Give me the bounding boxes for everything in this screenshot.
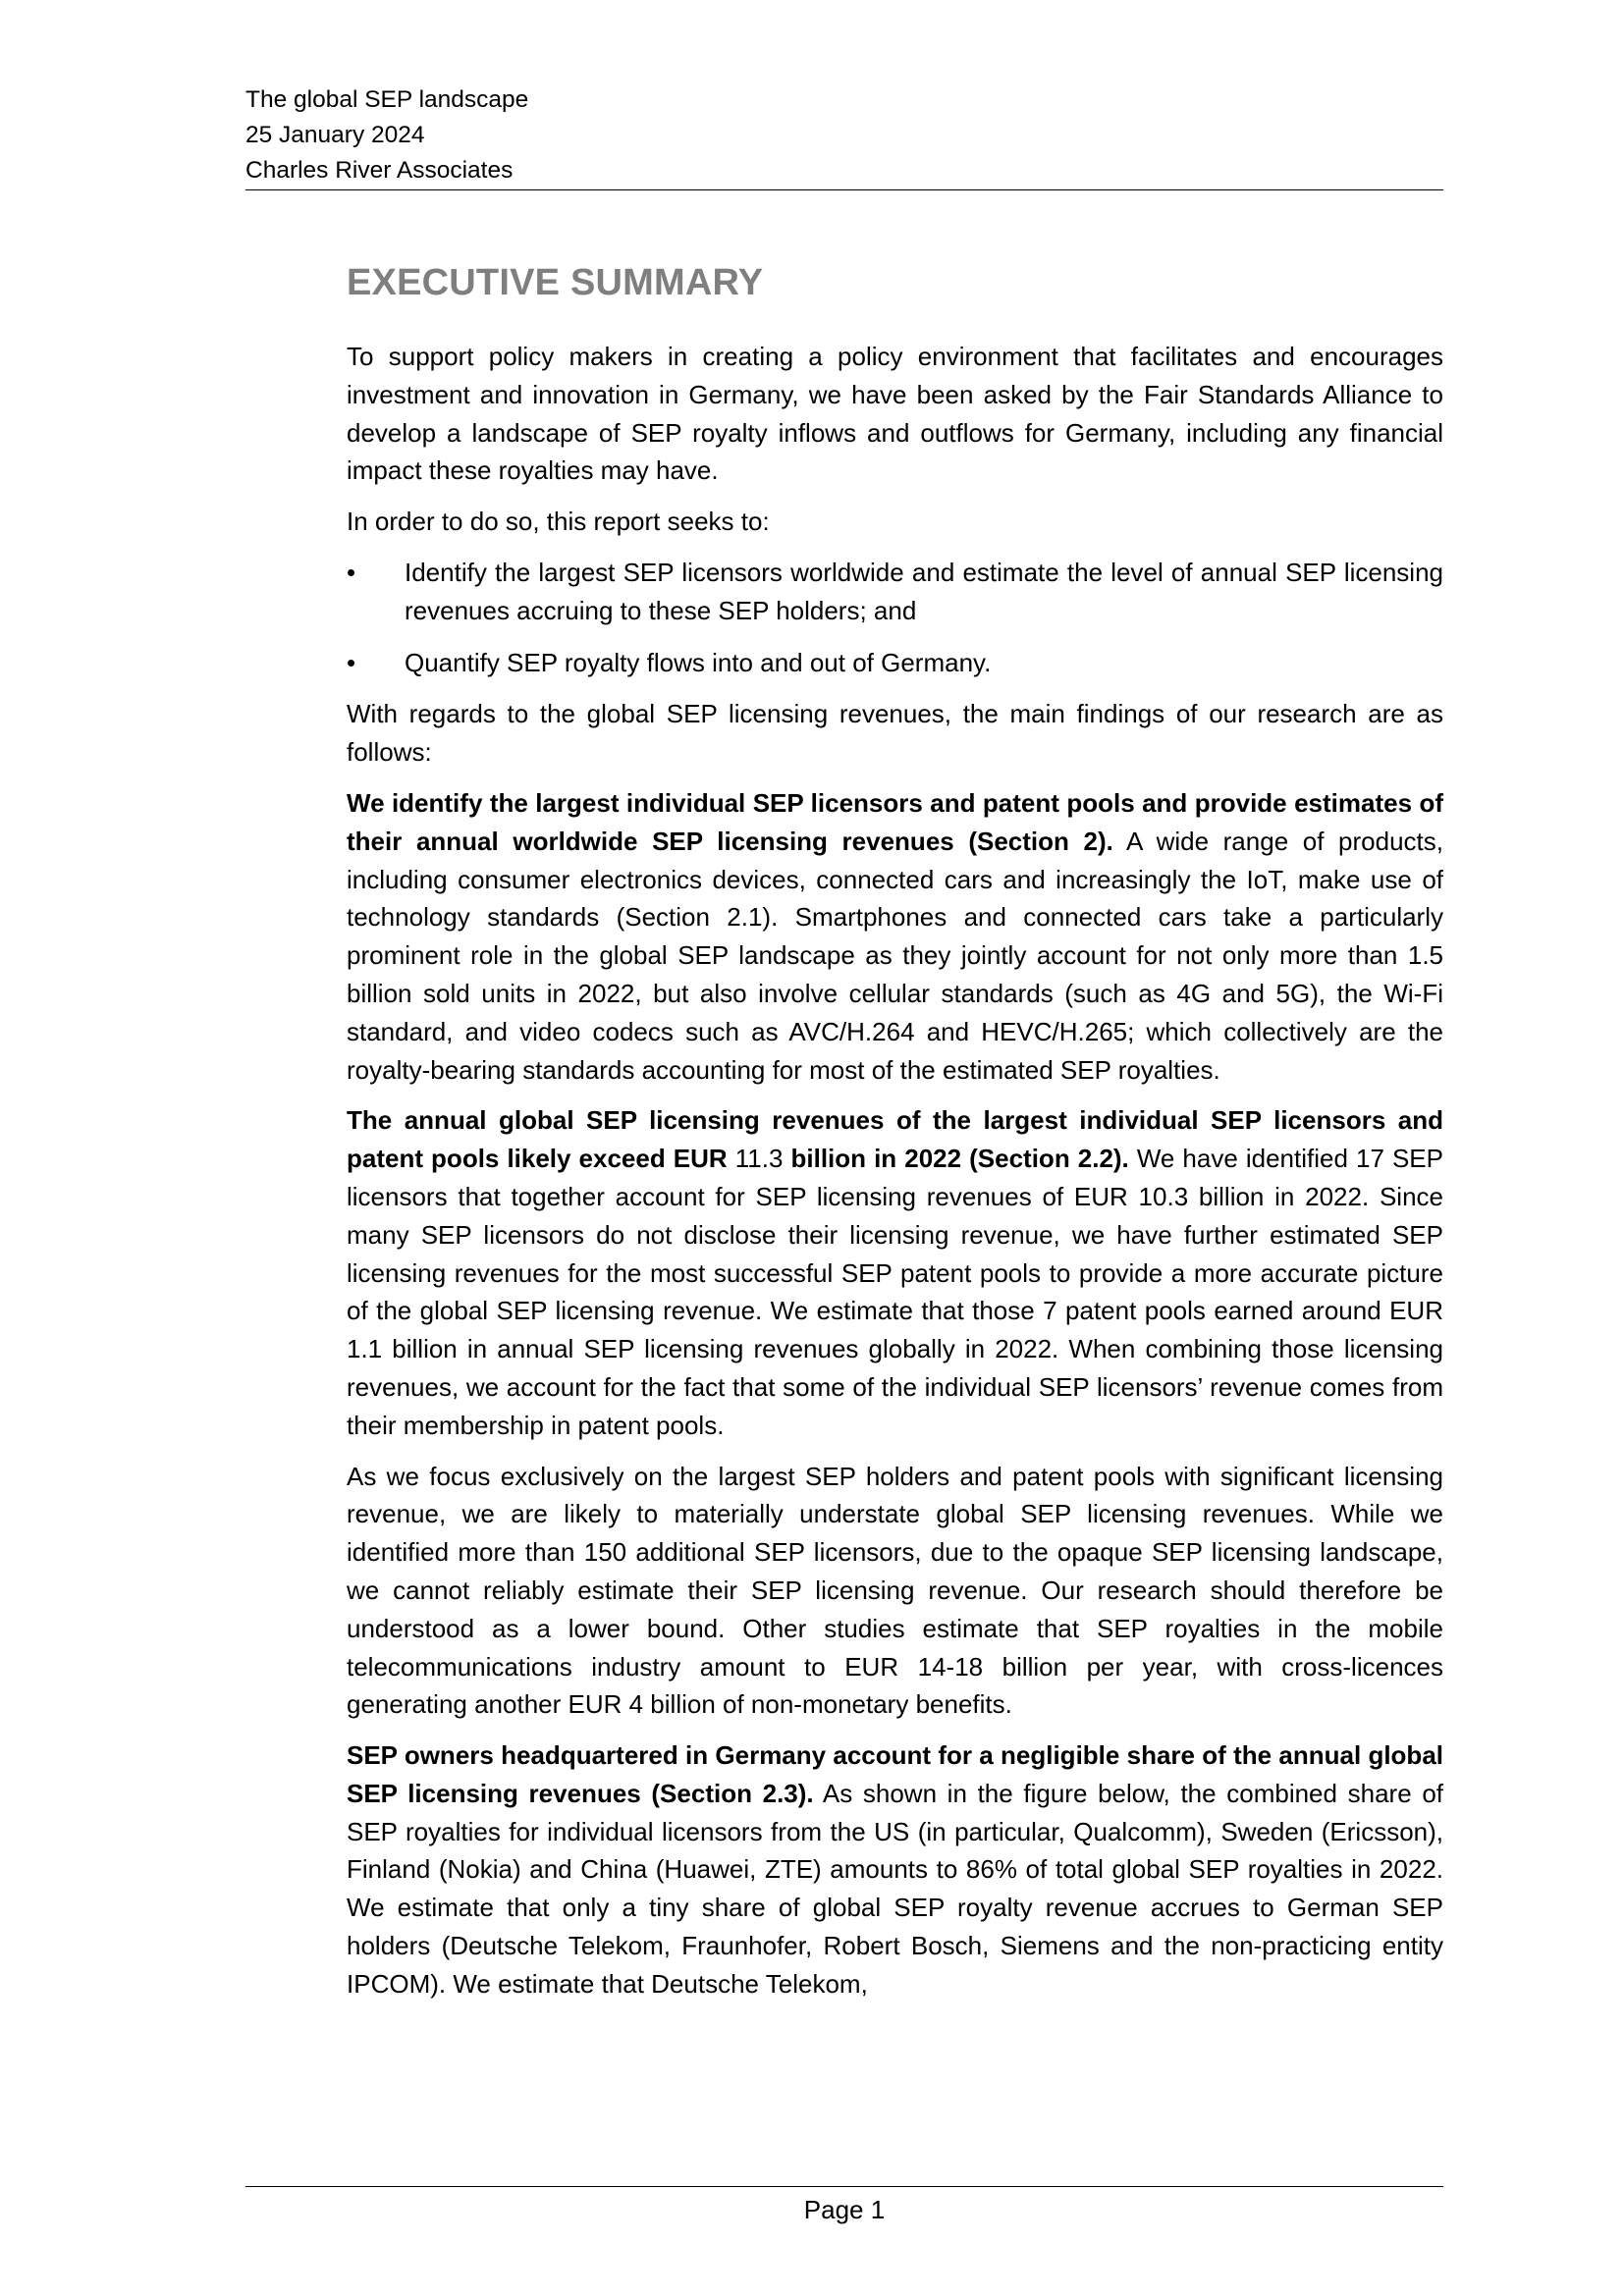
- finding-paragraph-revenues: [347, 1101, 1443, 1444]
- lower-bound-paragraph: As we focus exclusively on the largest SEP holders and patent pools with significant licensing revenue, we are likely to materially understate global SEP licensing revenues. While we identified more than 150 additional SEP licensors, due to the opaque SEP licensing landscape, we cannot reliably estimate their SEP licensing revenue. Our research should therefore be understood as a lower bound. Other studies estimate that SEP royalties in the mobile telecommunications industry amount to EUR 14-18 billion per year, with cross-licences generating another EUR 4 billion of non-monetary benefits.: [347, 1461, 1443, 1720]
- header-divider: [245, 189, 1443, 190]
- footer-divider: [245, 2186, 1443, 2187]
- lead-paragraph: In order to do so, this report seeks to:: [347, 507, 770, 537]
- objectives-list: [347, 554, 1443, 681]
- header-report-title: The global SEP landscape: [245, 86, 529, 113]
- revenue-value: 11.3: [727, 1144, 791, 1174]
- page-body: [347, 253, 1443, 2016]
- finding-paragraph-licensors: [347, 784, 1443, 1089]
- page-number: Page 1: [803, 2195, 886, 2224]
- bullet-icon: •: [347, 557, 356, 587]
- finding-paragraph-germany: [347, 1736, 1443, 2003]
- running-header: [245, 82, 1443, 188]
- list-item-text: Identify the largest SEP licensors worldwide and estimate the level of annual SEP licensing revenues accruing to these SEP holders; and: [405, 557, 1443, 625]
- finding-heading: The annual global SEP licensing revenues of the largest individual SEP licensors and patent pools likely exceed EUR: [347, 1105, 1443, 1174]
- finding-body: A wide range of products, including consumer electronics devices, connected cars and increasingly the IoT, make use of technology standards (Section 2.1). Smartphones and connected cars take a particularly prominent role in the global SEP landscape as they jointly account for not only more than 1.5 billion sold units in 2022, but also involve cellular standards (such as 4G and 5G), the Wi-Fi standard, and video codecs such as AVC/H.264 and HEVC/H.265; which collectively are the royalty-bearing standards accounting for most of the estimated SEP royalties.: [347, 826, 1443, 1085]
- finding-heading-end: billion in 2022 (Section 2.2).: [790, 1144, 1129, 1174]
- list-item-text: Quantify SEP royalty flows into and out of Germany.: [405, 647, 992, 677]
- finding-body: We have identified 17 SEP licensors that together account for SEP licensing revenues of EUR 10.3 billion in 2022. Since many SEP licensors do not disclose their licensing revenue, we have further estimated SEP licensing revenues for the most successful SEP patent pools to provide a more accurate picture of the global SEP licensing revenue. We estimate that those 7 patent pools earned around EUR 1.1 billion in annual SEP licensing revenues globally in 2022. When combining those licensing revenues, we account for the fact that some of the individual SEP licensors’ revenue comes from their membership in patent pools.: [347, 1144, 1443, 1440]
- finding-heading: We identify the largest individual SEP licensors and patent pools and provide estimates of their annual worldwide SEP licensing revenues (Section 2).: [347, 787, 1443, 856]
- header-date: 25 January 2024: [245, 122, 425, 148]
- list-item: [347, 554, 1443, 630]
- bullet-icon: •: [347, 647, 356, 677]
- findings-intro-paragraph: With regards to the global SEP licensing revenues, the main findings of our research are as follows:: [347, 699, 1443, 768]
- finding-heading: SEP owners headquartered in Germany account for a negligible share of the annual global SEP licensing revenues (Section 2.3).: [347, 1740, 1443, 1808]
- intro-paragraph: To support policy makers in creating a policy environment that facilitates and encourages investment and innovation in Germany, we have been asked by the Fair Standards Alliance to develop a landscape of SEP royalty inflows and outflows for Germany, including any financial impact these royalties may have.: [347, 342, 1443, 486]
- list-item: [347, 644, 1443, 682]
- section-title: EXECUTIVE SUMMARY: [347, 262, 764, 303]
- finding-body: As shown in the figure below, the combined share of SEP royalties for individual licensors from the US (in particular, Qualcomm), Sweden (Ericsson), Finland (Nokia) and China (Huawei, ZTE) amounts to 86% of total global SEP royalties in 2022. We estimate that only a tiny share of global SEP royalty revenue accrues to German SEP holders (Deutsche Telekom, Fraunhofer, Robert Bosch, Siemens and the non-practicing entity IPCOM). We estimate that Deutsche Telekom,: [347, 1778, 1444, 1999]
- header-organization: Charles River Associates: [245, 157, 514, 184]
